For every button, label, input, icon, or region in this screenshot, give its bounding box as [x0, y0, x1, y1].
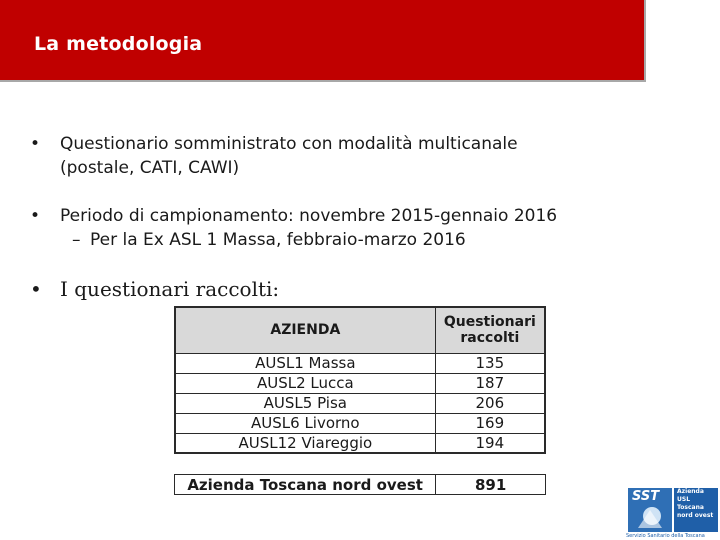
sub-bullet-marker: – [72, 230, 81, 250]
logo-side-line: Toscana [677, 504, 704, 511]
bullet-marker: • [30, 206, 41, 226]
logo-side-line: nord ovest [677, 512, 714, 519]
azienda-usl-mark [674, 488, 718, 532]
cell-count: 194 [435, 433, 545, 453]
total-label: Azienda Toscana nord ovest [175, 475, 436, 495]
cell-count: 206 [435, 393, 545, 413]
logo-side-line: Azienda [677, 488, 704, 495]
header-questionari-line-1: Questionari [443, 314, 536, 331]
total-value: 891 [436, 475, 546, 495]
cell-azienda: AUSL1 Massa [175, 353, 435, 373]
sst-logo-text: SST [632, 489, 660, 504]
bullet-2-line-1: Periodo di campionamento: novembre 2015-gennaio 2016 [60, 206, 558, 226]
logo-side-line: USL [677, 496, 691, 503]
cell-count: 135 [435, 353, 545, 373]
table-row [175, 393, 545, 413]
table-row [175, 353, 545, 373]
questionnaire-table [174, 306, 546, 454]
cell-azienda: AUSL6 Livorno [175, 413, 435, 433]
logo-caption: Servizio Sanitario della Toscana [626, 533, 705, 539]
bullet-1-line-2: (postale, CATI, CAWI) [60, 158, 240, 178]
bullet-3-line-1: I questionari raccolti: [60, 277, 280, 301]
header-questionari-line-2: raccolti [460, 330, 520, 347]
cell-count: 169 [435, 413, 545, 433]
header-azienda: AZIENDA [175, 307, 435, 353]
slide-title: La metodologia [34, 33, 203, 55]
title-bar [0, 0, 646, 82]
cell-azienda: AUSL5 Pisa [175, 393, 435, 413]
total-table [174, 474, 546, 495]
header-questionari [435, 307, 545, 353]
total-row [175, 475, 546, 495]
table-row [175, 433, 545, 453]
table-header-row [175, 307, 545, 353]
table-row [175, 373, 545, 393]
sst-logo-mark [628, 488, 672, 532]
bullet-marker: • [30, 277, 42, 301]
sst-figure-icon [628, 488, 672, 532]
cell-azienda: AUSL12 Viareggio [175, 433, 435, 453]
bullet-2-sub-text: Per la Ex ASL 1 Massa, febbraio-marzo 2016 [90, 230, 466, 250]
sst-logo [628, 488, 718, 538]
bullet-1-line-1: Questionario somministrato con modalità multicanale [60, 134, 518, 154]
bullet-marker: • [30, 134, 41, 154]
table-row [175, 413, 545, 433]
cell-azienda: AUSL2 Lucca [175, 373, 435, 393]
cell-count: 187 [435, 373, 545, 393]
